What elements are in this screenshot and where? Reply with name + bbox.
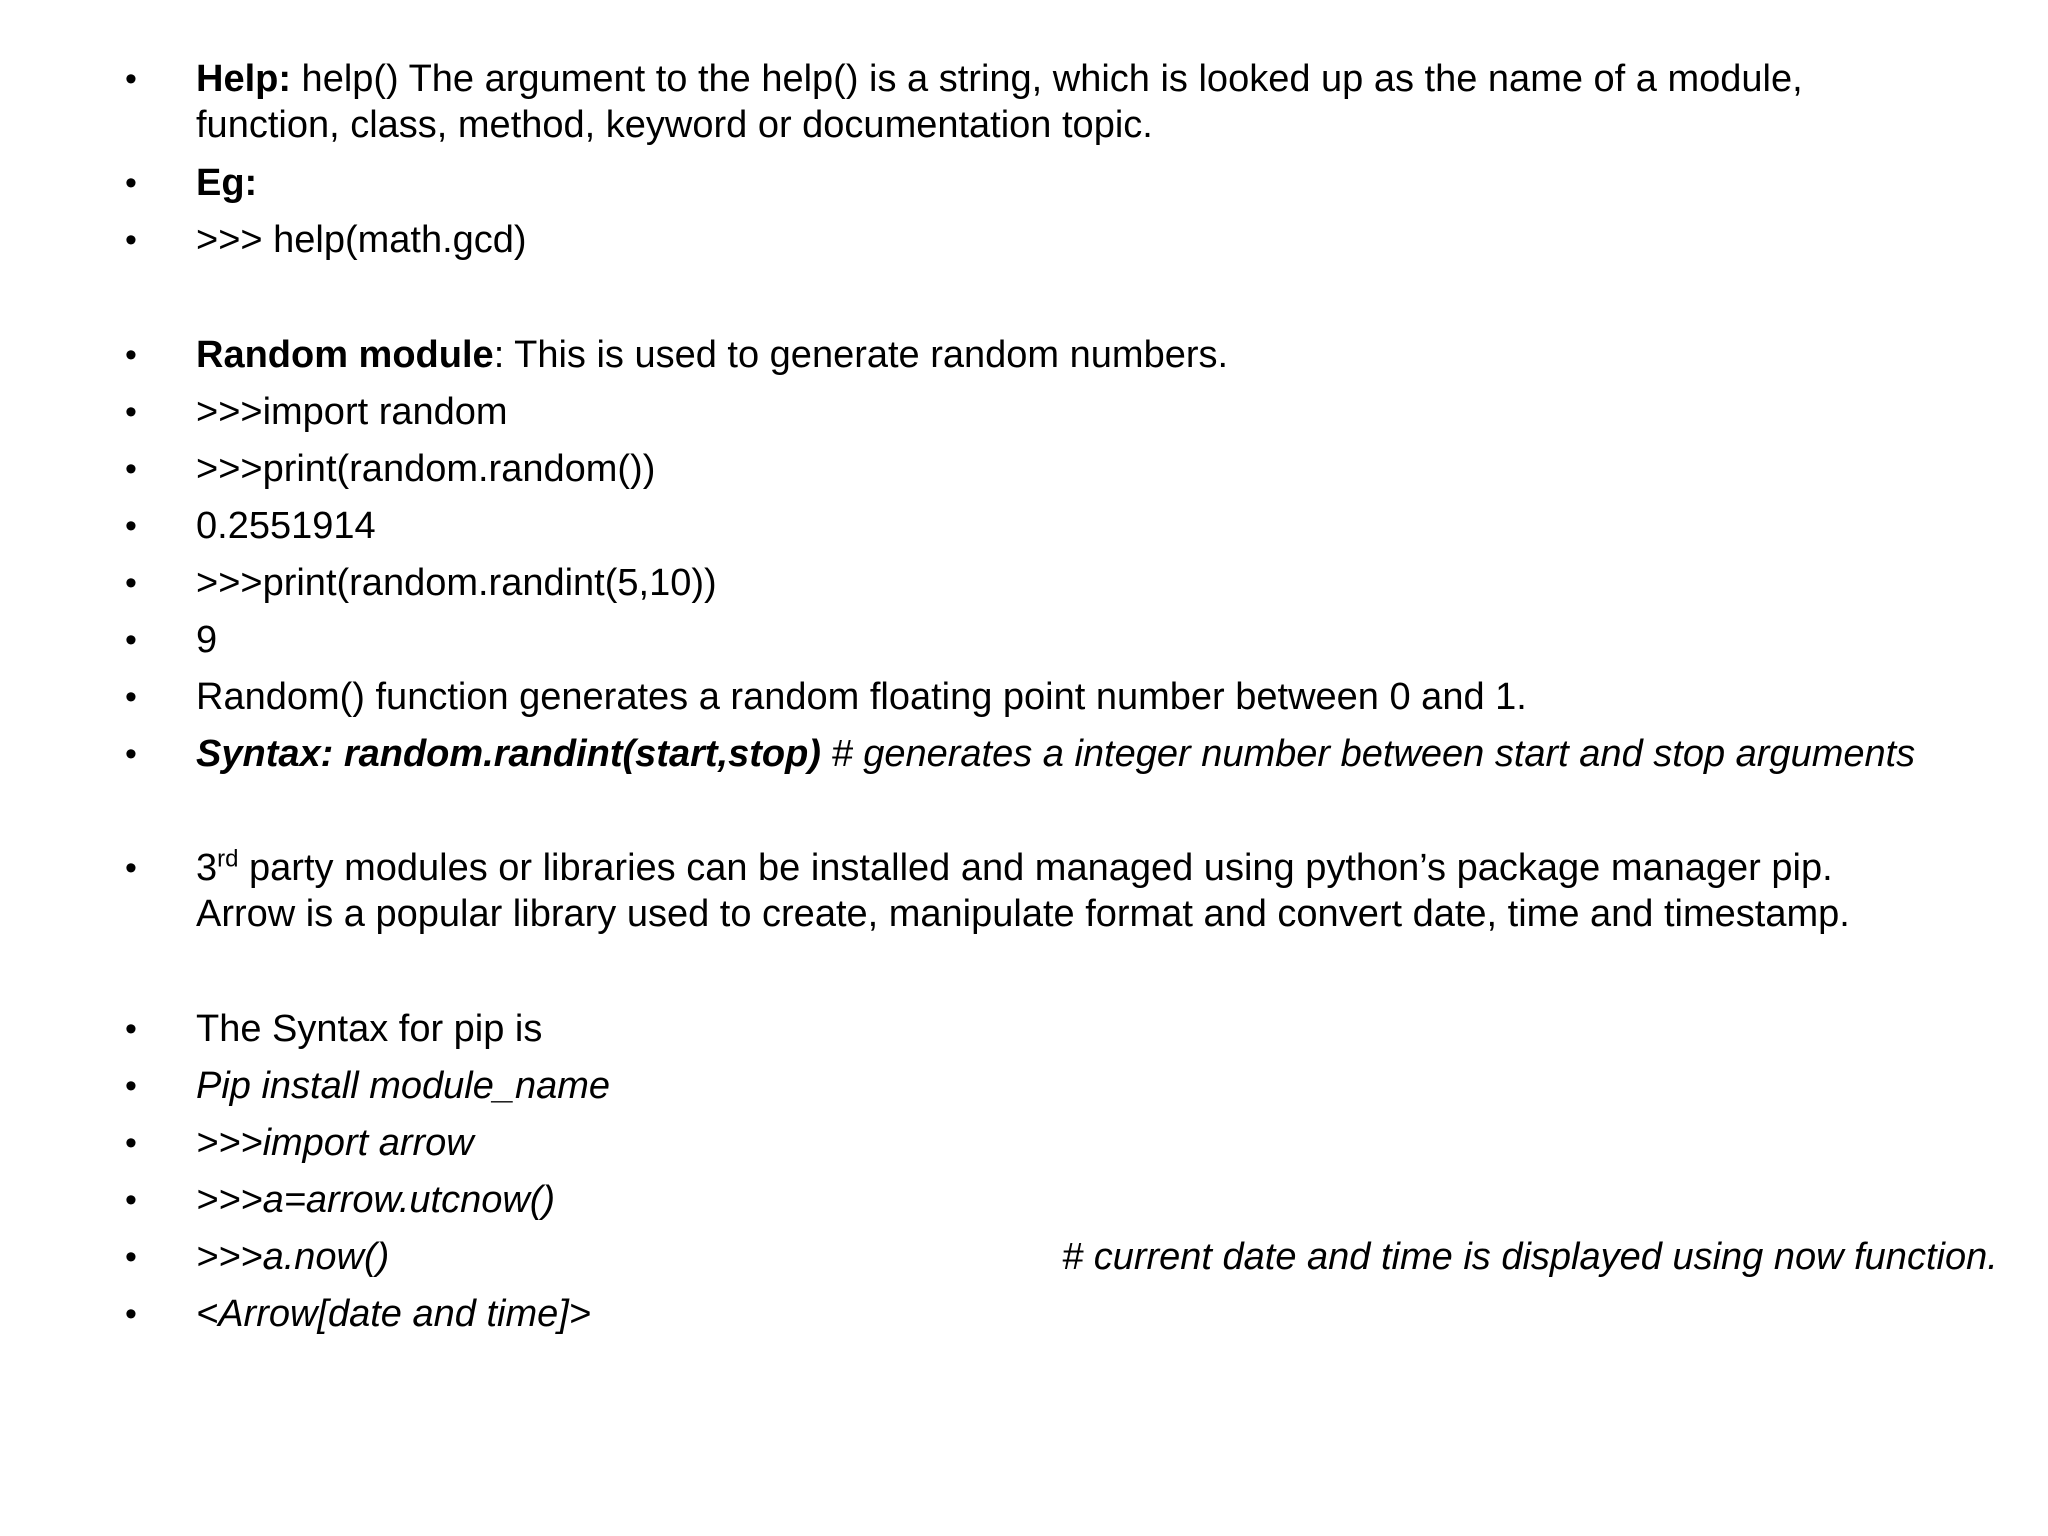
- help-example-code: >>> help(math.gcd): [196, 219, 527, 261]
- print-random-code: >>>print(random.random()): [196, 448, 656, 490]
- bullet-help-text: [196, 56, 1976, 148]
- third-party-text: [196, 845, 1976, 937]
- randint-syntax-comment: # generates a integer number between start and stop arguments: [820, 733, 1916, 775]
- bullet-dot: •: [125, 221, 137, 259]
- randint-syntax-label: Syntax: random.randint(start,stop): [196, 733, 821, 775]
- bullet-dot: •: [125, 849, 137, 887]
- help-label: Help:: [196, 58, 291, 100]
- bullet-dot: •: [125, 1124, 137, 1162]
- bullet-dot: •: [125, 507, 137, 545]
- third-party-line2: Arrow is a popular library used to create, manipulate format and convert date, time and timestamp.: [196, 893, 1850, 935]
- bullet-dot: •: [125, 393, 137, 431]
- pip-syntax-intro: The Syntax for pip is: [196, 1008, 543, 1050]
- bullet-dot: •: [125, 1010, 137, 1048]
- randint-syntax-text: [196, 731, 1976, 777]
- bullet-dot: •: [125, 60, 137, 98]
- bullet-dot: •: [125, 1238, 137, 1276]
- bullet-dot: •: [125, 621, 137, 659]
- arrow-now-line: [196, 1234, 1998, 1280]
- arrow-now-code: >>>a.now(): [196, 1236, 390, 1278]
- import-arrow-code: >>>import arrow: [196, 1122, 474, 1164]
- bullet-dot: •: [125, 564, 137, 602]
- bullet-dot: •: [125, 450, 137, 488]
- randint-output-value: 9: [196, 619, 218, 661]
- arrow-utcnow-code: >>>a=arrow.utcnow(): [196, 1179, 556, 1221]
- arrow-now-comment: # current date and time is displayed using now function.: [1062, 1236, 1998, 1278]
- random-module-description: : This is used to generate random numbers.: [493, 334, 1229, 376]
- print-randint-code: >>>print(random.randint(5,10)): [196, 562, 717, 604]
- random-module-text: [196, 332, 1976, 378]
- bullet-dot: •: [125, 1067, 137, 1105]
- third-party-number: 3: [196, 847, 218, 889]
- bullet-dot: •: [125, 1181, 137, 1219]
- help-description-line1: help() The argument to the help() is a string, which is looked up as the name of a module,: [291, 58, 1803, 100]
- pip-install-code: Pip install module_name: [196, 1065, 611, 1107]
- third-party-ordinal: rd: [217, 845, 239, 873]
- random-module-label: Random module: [196, 334, 494, 376]
- third-party-line1: party modules or libraries can be installed and managed using python’s package manager pip.: [238, 847, 1833, 889]
- import-random-code: >>>import random: [196, 391, 508, 433]
- bullet-dot: •: [125, 164, 137, 202]
- bullet-dot: •: [125, 735, 137, 773]
- help-description-line2: function, class, method, keyword or documentation topic.: [196, 104, 1153, 146]
- random-output-value: 0.2551914: [196, 505, 376, 547]
- bullet-dot: •: [125, 678, 137, 716]
- bullet-dot: •: [125, 1295, 137, 1333]
- bullet-dot: •: [125, 336, 137, 374]
- eg-label: Eg:: [196, 162, 258, 204]
- random-function-description: Random() function generates a random floating point number between 0 and 1.: [196, 676, 1527, 718]
- arrow-output-value: <Arrow[date and time]>: [196, 1293, 591, 1335]
